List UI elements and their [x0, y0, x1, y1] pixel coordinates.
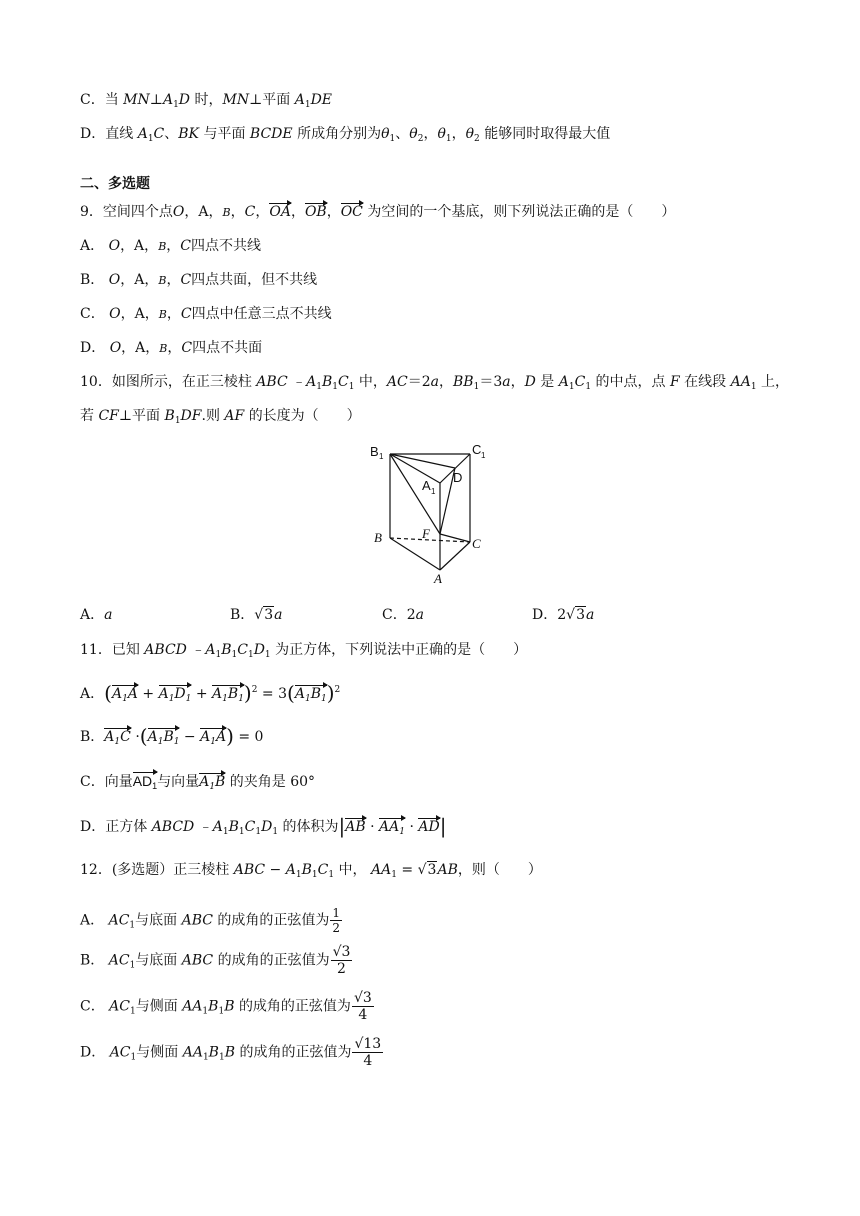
label-b: B [374, 530, 382, 545]
q10-option-c: C．2a [382, 607, 424, 623]
q12-option-d: D． $AC_1$与侧面 $AA_1B_1B$ 的成角的正弦值为 $\frac{√13}{4}$ [80, 1036, 382, 1069]
q12-option-b: B． $AC_1$与底面 ABC 的成角的正弦值为 $\frac{√3}{2}$ [80, 944, 351, 977]
edge-b1-a1 [390, 454, 440, 483]
section-title: 二、多选题 [80, 176, 150, 192]
q11-option-c: C．向量$AD_1$与向量$A_1B$ 的夹角是 60° [80, 772, 315, 795]
q10-stem-line1: 10．如图所示，在正三棱柱 ABC $﹣A_1B_1C_1$ 中，AC＝2a，$BB_1=3a$，D 是 $A_1C_1$ 的中点，点 F 在线段 $AA_1$ 上， [80, 374, 790, 392]
q9-option-b: B． O，A，B，C四点共面，但不共线 [80, 272, 318, 288]
q10-option-b: B．√3a [230, 607, 283, 623]
svg-text:1: 1 [431, 487, 436, 496]
q11-option-b: B．$A_1C \cdot(A_1B_1 - A_1A) = 0$ [80, 724, 264, 748]
q9-stem: 9．空间四个点O，A，B，C，OA，OB，OC 为空间的一个基底，则下列说法正确的是（ ） [80, 204, 676, 220]
q11-option-d: D．正方体 ABCD $﹣A_1B_1C_1D_1$ 的体积为$|AB \cdot AA_1 \cdot AD|$ [80, 814, 447, 838]
edge-b-a [390, 538, 440, 570]
q10-option-d: D．2√3a [532, 607, 595, 623]
label-a1: A [422, 478, 431, 493]
q12-option-c: C． $AC_1$与侧面 $AA_1B_1B$ 的成角的正弦值为 $\frac{√3}{4}$ [80, 990, 372, 1023]
q11-stem: 11．已知 ABCD $﹣A_1B_1C_1D_1$ 为正方体，下列说法中正确的是（ ） [80, 642, 528, 660]
label-d: D [453, 470, 463, 485]
edge-a-c [440, 542, 470, 570]
q12-option-a: A． $AC_1$与底面 ABC 的成角的正弦值为 $\frac{1}{2}$ [80, 906, 341, 935]
svg-text:1: 1 [379, 452, 384, 461]
q10-option-a: A．a [80, 607, 113, 623]
label-c1: C [472, 442, 482, 457]
q8-option-c: C．当 $MN\perp A_1D$ 时，MN⊥平面 $A_1DE$ [80, 92, 333, 110]
label-f: F [422, 526, 430, 541]
segment-b1-d [390, 454, 455, 468]
label-a: A [434, 571, 442, 586]
q9-option-d: D． O，A，B，C四点不共面 [80, 340, 263, 356]
prism-figure [360, 438, 500, 586]
q8-option-d: D．直线 $A_1C$、BK 与平面 BCDE 所成角分别为$\theta_1$、$\theta_2$，$\theta_1$，$\theta_2$ 能够同时取得最大值 [80, 126, 611, 144]
svg-text:1: 1 [481, 451, 486, 460]
q11-option-a: A．$(A_1A + A_1D_1 + A_1B_1)^2 = 3(A_1B_1)^2$ [80, 681, 341, 705]
label-c: C [472, 536, 481, 551]
q9-option-c: C． O，A，B，C四点中任意三点不共线 [80, 306, 332, 322]
q12-stem: 12．(多选题）正三棱柱 ABC − $A_1B_1C_1$ 中， $AA_1 = √3AB$，则（ ） [80, 862, 542, 880]
q10-stem-line2: 若 CF⊥平面 $B_1DF$.则 AF 的长度为（ ） [80, 408, 361, 426]
label-b1: B [370, 444, 379, 459]
q9-option-a: A． O，A，B，C四点不共线 [80, 238, 261, 254]
